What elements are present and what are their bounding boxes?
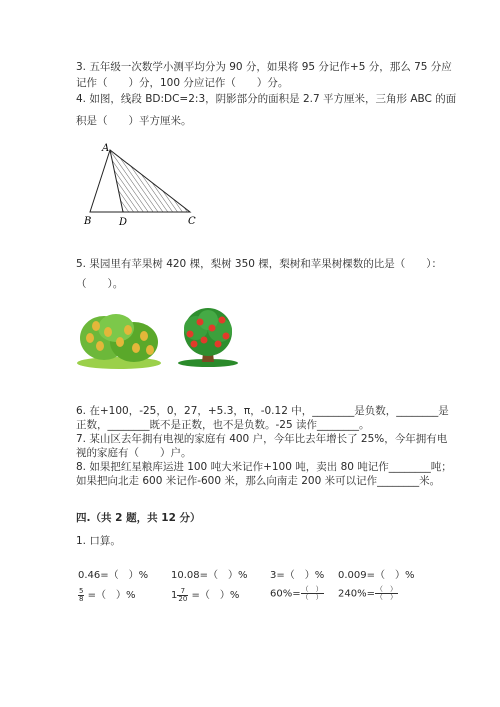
- fraction: $\frac{5}{8}$: [79, 586, 84, 603]
- triangle-figure: [78, 140, 208, 230]
- calc-r1-2: 10.08=（ ）%: [171, 570, 248, 581]
- label-d: D: [119, 217, 128, 228]
- apple-tree-image: [172, 306, 244, 368]
- q7-line-1: 7. 某山区去年拥有电视的家庭有 400 户，今年比去年增长了 25%，今年拥有电: [76, 433, 448, 445]
- q7-line-2: 视的家庭有（ ）户。: [76, 447, 192, 459]
- q4-line-2: 积是（ ）平方厘米。: [76, 115, 192, 127]
- fraction: $\frac{( )}{( )}$: [301, 585, 323, 601]
- calc-r2-4: 240%= $\frac{( )}{( )}$: [338, 585, 397, 601]
- calc-r1-1: 0.46=（ ）%: [78, 570, 149, 581]
- q6-line-1: 6. 在+100，-25，0，27，+5.3，π，-0.12 中，________是负数，________是: [76, 405, 449, 417]
- q3-line-1: 3. 五年级一次数学小测平均分为 90 分，如果将 95 分记作+5 分，那么 75 分应: [76, 61, 452, 73]
- label-b: B: [84, 216, 92, 227]
- q5-line-1: 5. 果园里有苹果树 420 棵，梨树 350 棵，梨树和苹果树棵数的比是（ ）：: [76, 258, 443, 270]
- calc-r2-2: 1 $\frac{7}{20}$ =（ ）%: [171, 586, 240, 603]
- label-c: C: [188, 216, 196, 227]
- pear-tree-image: [76, 308, 162, 370]
- q5-line-2: （ ）。: [76, 278, 124, 290]
- q8-line-1: 8. 如果把红星粮库运进 100 吨大米记作+100 吨，卖出 80 吨记作________吨；: [76, 461, 452, 473]
- fraction: $\frac{7}{20}$: [178, 586, 188, 603]
- calc-r1-3: 3=（ ）%: [270, 570, 325, 581]
- label-a: A: [102, 143, 110, 154]
- calc-r1-4: 0.009=（ ）%: [338, 570, 415, 581]
- calc-r2-1: $\frac{5}{8}$ =（ ）%: [79, 586, 136, 603]
- section-4-title: 四.（共 2 题，共 12 分）: [76, 512, 201, 524]
- q6-line-2: 正数，________既不是正数，也不是负数。-25 读作________。: [76, 419, 370, 431]
- q3-line-2: 记作（ ）分，100 分应记作（ ）分。: [76, 77, 289, 89]
- calc-r2-3: 60%= $\frac{( )}{( )}$: [270, 585, 323, 601]
- section-4-subtitle: 1. 口算。: [76, 535, 121, 547]
- q8-line-2: 如果把向北走 600 米记作-600 米，那么向南走 200 米可以记作________米。: [76, 475, 441, 487]
- q4-line-1: 4. 如图，线段 BD:DC=2:3，阴影部分的面积是 2.7 平方厘米，三角形 ABC 的面: [76, 93, 457, 105]
- fraction: $\frac{( )}{( )}$: [375, 585, 397, 601]
